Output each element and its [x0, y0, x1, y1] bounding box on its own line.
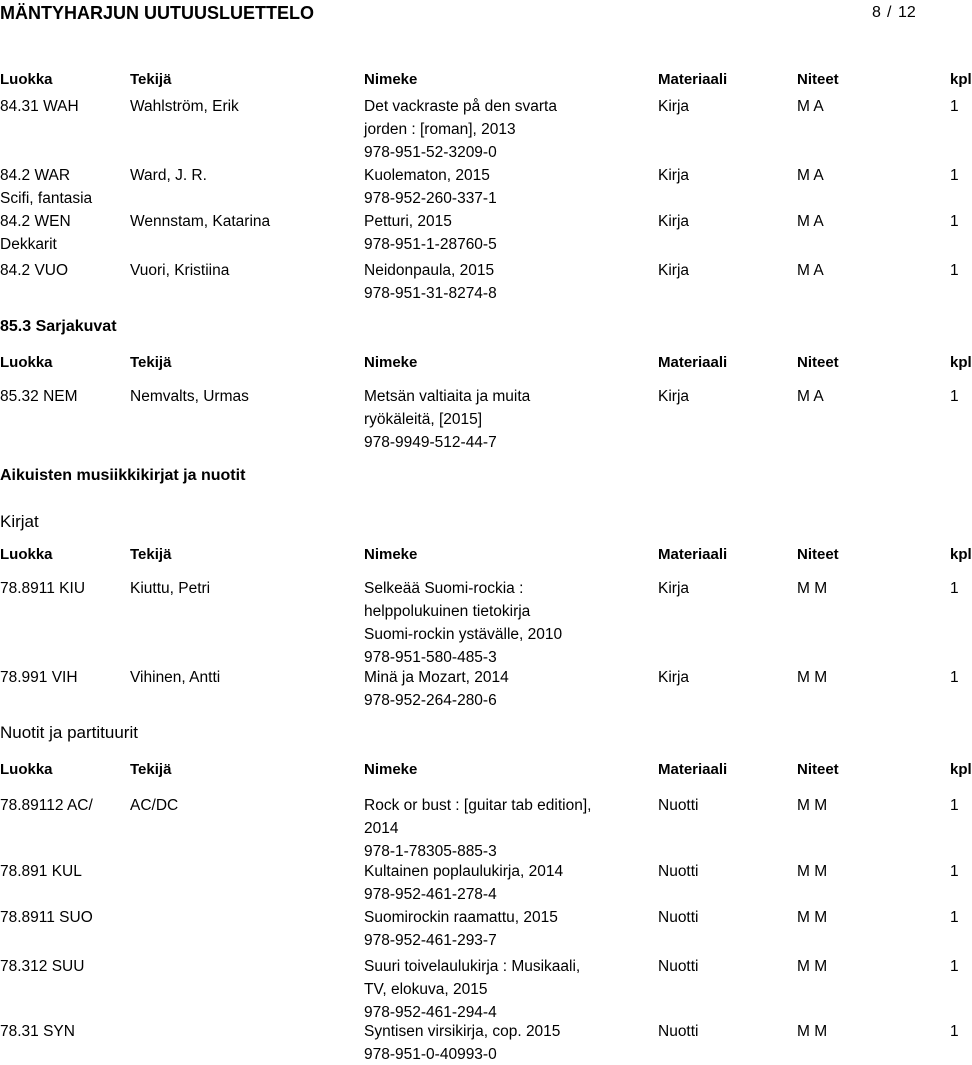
nimeke-line: Syntisen virsikirja, cop. 2015 — [364, 1023, 561, 1040]
tekija-cell: Wennstam, Katarina — [130, 213, 271, 230]
nimeke-line: 978-1-78305-885-3 — [364, 843, 497, 860]
luokka-cell: 84.2 VUO — [0, 262, 69, 279]
kpl-cell: 1 — [950, 388, 959, 405]
nimeke-line: 978-951-580-485-3 — [364, 649, 497, 666]
luokka-cell: 84.2 WEN — [0, 213, 71, 230]
column-header-niteet: Niteet — [797, 71, 839, 88]
niteet-cell: M M — [797, 909, 828, 926]
tekija-cell: AC/DC — [130, 797, 179, 814]
materiaali-cell: Kirja — [658, 213, 690, 230]
column-header-luokka: Luokka — [0, 761, 53, 778]
luokka-cell: 78.312 SUU — [0, 958, 85, 975]
column-header-nimeke: Nimeke — [364, 354, 418, 371]
column-header-materiaali: Materiaali — [658, 761, 728, 778]
column-header-nimeke: Nimeke — [364, 546, 418, 563]
column-header-nimeke: Nimeke — [364, 71, 418, 88]
niteet-cell: M M — [797, 669, 828, 686]
nimeke-line: Det vackraste på den svarta — [364, 98, 557, 115]
tekija-cell: Kiuttu, Petri — [130, 580, 211, 597]
luokka-cell: 85.32 NEM — [0, 388, 78, 405]
nimeke-line: Suuri toivelaulukirja : Musikaali, — [364, 958, 581, 975]
niteet-cell: M M — [797, 580, 828, 597]
kpl-cell: 1 — [950, 669, 959, 686]
luokka-cell: 78.8911 SUO — [0, 909, 93, 926]
kpl-cell: 1 — [950, 1023, 959, 1040]
niteet-cell: M A — [797, 167, 824, 184]
genre-cell: Dekkarit — [0, 236, 57, 253]
materiaali-cell: Nuotti — [658, 863, 699, 880]
luokka-cell: 84.2 WAR — [0, 167, 71, 184]
kpl-cell: 1 — [950, 213, 959, 230]
column-header-tekija: Tekijä — [130, 354, 172, 371]
materiaali-cell: Nuotti — [658, 1023, 699, 1040]
niteet-cell: M A — [797, 388, 824, 405]
kpl-cell: 1 — [950, 167, 959, 184]
luokka-cell: 78.31 SYN — [0, 1023, 75, 1040]
luokka-cell: 78.89112 AC/ — [0, 797, 93, 814]
nimeke-line: 978-952-264-280-6 — [364, 692, 497, 709]
nimeke-line: 978-952-461-293-7 — [364, 932, 497, 949]
tekija-cell: Ward, J. R. — [130, 167, 207, 184]
materiaali-cell: Kirja — [658, 580, 690, 597]
kpl-cell: 1 — [950, 262, 959, 279]
kpl-cell: 1 — [950, 909, 959, 926]
luokka-cell: 84.31 WAH — [0, 98, 79, 115]
tekija-cell: Nemvalts, Urmas — [130, 388, 249, 405]
materiaali-cell: Nuotti — [658, 958, 699, 975]
kpl-cell: 1 — [950, 580, 959, 597]
nimeke-line: 978-952-461-294-4 — [364, 1004, 497, 1021]
tekija-cell: Vuori, Kristiina — [130, 262, 230, 279]
page-separator: / — [887, 4, 892, 21]
section-heading-nuotit: Nuotit ja partituurit — [0, 723, 138, 742]
page-total: 12 — [898, 4, 916, 21]
tekija-cell: Wahlström, Erik — [130, 98, 239, 115]
niteet-cell: M M — [797, 1023, 828, 1040]
kpl-cell: 1 — [950, 797, 959, 814]
nimeke-line: Neidonpaula, 2015 — [364, 262, 495, 279]
nimeke-line: jorden : [roman], 2013 — [364, 121, 516, 138]
column-header-nimeke: Nimeke — [364, 761, 418, 778]
page-title: MÄNTYHARJUN UUTUUSLUETTELO — [0, 3, 314, 23]
tekija-cell: Vihinen, Antti — [130, 669, 221, 686]
column-header-kpl: kpl — [950, 546, 972, 563]
nimeke-line: 978-951-52-3209-0 — [364, 144, 497, 161]
column-header-kpl: kpl — [950, 761, 972, 778]
nimeke-line: 2014 — [364, 820, 399, 837]
nimeke-line: Suomi-rockin ystävälle, 2010 — [364, 626, 563, 643]
materiaali-cell: Kirja — [658, 388, 690, 405]
nimeke-line: Metsän valtiaita ja muita — [364, 388, 531, 405]
column-header-materiaali: Materiaali — [658, 71, 728, 88]
nimeke-line: Petturi, 2015 — [364, 213, 452, 230]
niteet-cell: M A — [797, 213, 824, 230]
column-header-kpl: kpl — [950, 71, 972, 88]
nimeke-line: 978-951-31-8274-8 — [364, 285, 497, 302]
materiaali-cell: Kirja — [658, 669, 690, 686]
materiaali-cell: Nuotti — [658, 909, 699, 926]
column-header-tekija: Tekijä — [130, 761, 172, 778]
column-header-luokka: Luokka — [0, 546, 53, 563]
nimeke-line: Minä ja Mozart, 2014 — [364, 669, 509, 686]
genre-cell: Scifi, fantasia — [0, 190, 93, 207]
nimeke-line: 978-9949-512-44-7 — [364, 434, 497, 451]
nimeke-line: Kultainen poplaulukirja, 2014 — [364, 863, 564, 880]
luokka-cell: 78.8911 KIU — [0, 580, 86, 597]
column-header-luokka: Luokka — [0, 71, 53, 88]
column-header-luokka: Luokka — [0, 354, 53, 371]
luokka-cell: 78.891 KUL — [0, 863, 82, 880]
nimeke-line: 978-952-461-278-4 — [364, 886, 497, 903]
niteet-cell: M M — [797, 863, 828, 880]
luokka-cell: 78.991 VIH — [0, 669, 78, 686]
column-header-niteet: Niteet — [797, 546, 839, 563]
nimeke-line: 978-951-0-40993-0 — [364, 1046, 497, 1063]
nimeke-line: TV, elokuva, 2015 — [364, 981, 488, 998]
nimeke-line: Rock or bust : [guitar tab edition], — [364, 797, 592, 814]
nimeke-line: Kuolematon, 2015 — [364, 167, 490, 184]
section-heading-kirjat: Kirjat — [0, 512, 39, 531]
section-heading-aikuisten: Aikuisten musiikkikirjat ja nuotit — [0, 467, 246, 484]
niteet-cell: M M — [797, 797, 828, 814]
column-header-kpl: kpl — [950, 354, 972, 371]
nimeke-line: Suomirockin raamattu, 2015 — [364, 909, 558, 926]
nimeke-line: ryökäleitä, [2015] — [364, 411, 483, 428]
niteet-cell: M A — [797, 262, 824, 279]
page-number: 8 — [872, 4, 881, 21]
kpl-cell: 1 — [950, 863, 959, 880]
nimeke-line: 978-951-1-28760-5 — [364, 236, 497, 253]
nimeke-line: Selkeää Suomi-rockia : — [364, 580, 524, 597]
materiaali-cell: Kirja — [658, 262, 690, 279]
section-heading-sarjakuvat: 85.3 Sarjakuvat — [0, 318, 117, 335]
materiaali-cell: Kirja — [658, 167, 690, 184]
column-header-tekija: Tekijä — [130, 546, 172, 563]
materiaali-cell: Kirja — [658, 98, 690, 115]
materiaali-cell: Nuotti — [658, 797, 699, 814]
niteet-cell: M A — [797, 98, 824, 115]
column-header-niteet: Niteet — [797, 354, 839, 371]
kpl-cell: 1 — [950, 958, 959, 975]
column-header-niteet: Niteet — [797, 761, 839, 778]
niteet-cell: M M — [797, 958, 828, 975]
column-header-tekija: Tekijä — [130, 71, 172, 88]
nimeke-line: 978-952-260-337-1 — [364, 190, 497, 207]
kpl-cell: 1 — [950, 98, 959, 115]
nimeke-line: helppolukuinen tietokirja — [364, 603, 531, 620]
column-header-materiaali: Materiaali — [658, 546, 728, 563]
column-header-materiaali: Materiaali — [658, 354, 728, 371]
